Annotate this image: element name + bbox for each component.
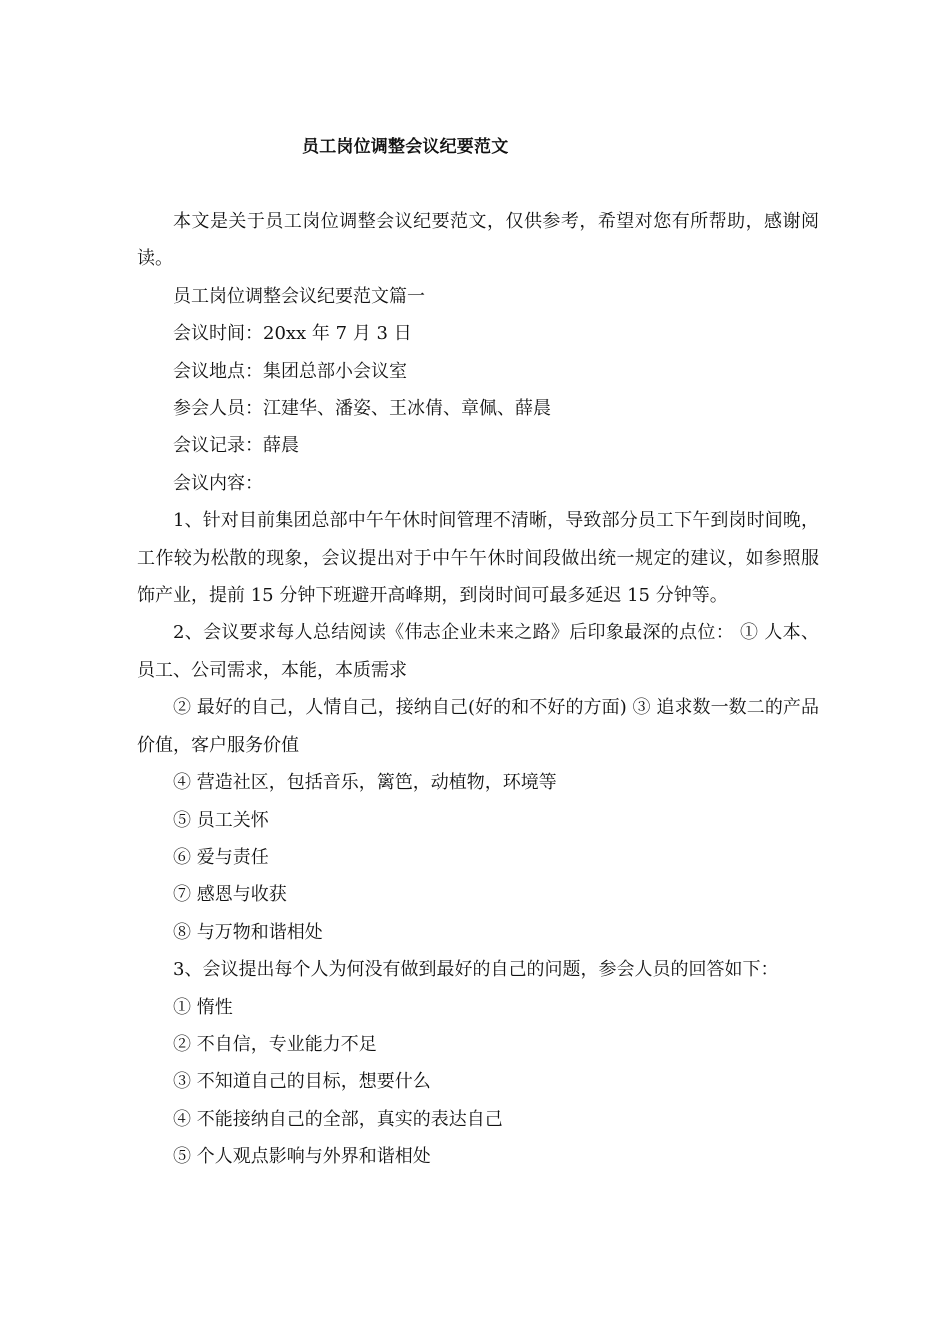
list-item: ⑤ 员工关怀	[173, 809, 269, 831]
content-item-1: 1、针对目前集团总部中午午休时间管理不清晰，导致部分员工下午到岗时间晚，工作较为松散的现象，会议提出对于中午午休时间段做出统一规定的建议，如参照服饰产业，提前 15 分钟下班避开高峰期，到岗时间可最多延迟 15 分钟等。	[137, 510, 819, 607]
content-item-2: 2、会议要求每人总结阅读《伟志企业未来之路》后印象最深的点位： ① 人本、员工、公司需求，本能，本质需求	[137, 622, 819, 681]
list-item: ⑤ 个人观点影响与外界和谐相处	[173, 1146, 431, 1168]
meeting-content-label: 会议内容：	[173, 472, 263, 494]
list-item: ⑧ 与万物和谐相处	[173, 921, 323, 943]
content-item-3: 3、会议提出每个人为何没有做到最好的自己的问题，参会人员的回答如下：	[173, 959, 779, 981]
list-item: ② 不自信，专业能力不足	[173, 1033, 377, 1055]
section-heading: 员工岗位调整会议纪要范文篇一	[173, 285, 425, 307]
intro-paragraph: 本文是关于员工岗位调整会议纪要范文，仅供参考，希望对您有所帮助，感谢阅读。	[137, 211, 819, 270]
list-item: ③ 不知道自己的目标，想要什么	[173, 1071, 431, 1093]
meeting-time: 会议时间：20xx 年 7 月 3 日	[173, 323, 412, 345]
list-item: ④ 营造社区，包括音乐，篱笆，动植物，环境等	[173, 772, 557, 794]
document-title: 员工岗位调整会议纪要范文	[302, 137, 509, 157]
meeting-attendees: 参会人员：江建华、潘姿、王冰倩、章佩、薛晨	[173, 398, 551, 420]
list-item: ① 惰性	[173, 996, 233, 1018]
meeting-recorder: 会议记录：薛晨	[173, 435, 299, 457]
list-item: ⑦ 感恩与收获	[173, 884, 287, 906]
content-item-2-points: ② 最好的自己，人情自己，接纳自己(好的和不好的方面) ③ 追求数一数二的产品价值，客户服务价值	[137, 697, 819, 756]
meeting-location: 会议地点：集团总部小会议室	[173, 360, 407, 382]
document-body	[137, 203, 819, 1176]
list-item: ⑥ 爱与责任	[173, 846, 269, 868]
list-item: ④ 不能接纳自己的全部，真实的表达自己	[173, 1108, 503, 1130]
